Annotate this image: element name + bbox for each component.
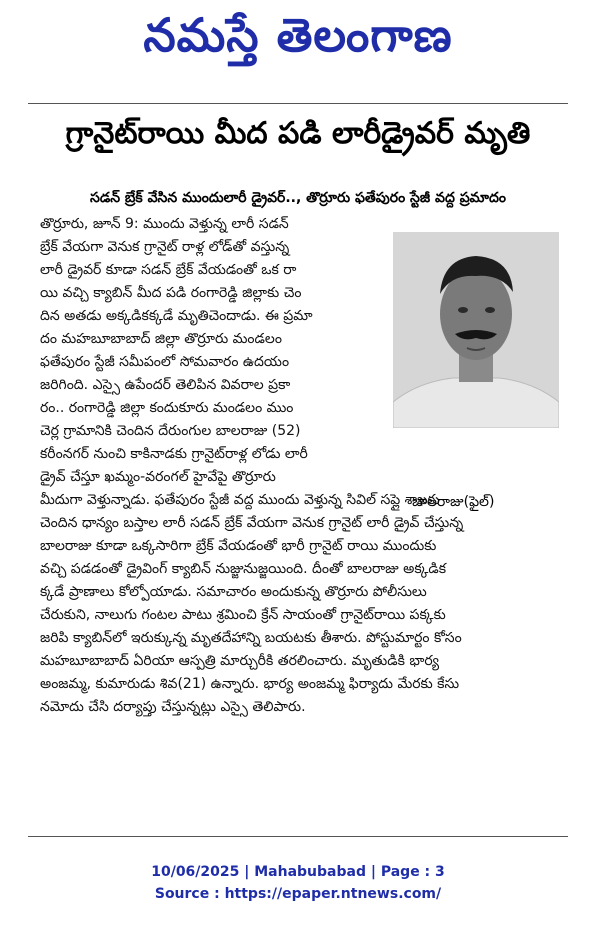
person-portrait-graphic bbox=[393, 232, 559, 428]
body-line: లారీ డ్రైవర్ కూడా సడన్ బ్రేక్ వేయడంతో ఒక రా bbox=[40, 262, 297, 278]
masthead-title: నమస్తే తెలంగాణ bbox=[143, 8, 453, 62]
body-line: దిన అతడు అక్కడికక్కడే మృతిచెందాడు. ఈ ప్రమా bbox=[40, 308, 313, 324]
person-photo bbox=[393, 232, 559, 428]
edition-info: 10/06/2025 | Mahabubabad | Page : 3 bbox=[151, 864, 445, 880]
body-line: బ్రేక్ వేయగా వెనుక గ్రానైట్ రాళ్ల లోడ్‌తో వస్తున్న bbox=[40, 239, 290, 255]
source-link[interactable]: Source : https://epaper.ntnews.com/ bbox=[154, 886, 442, 902]
photo-caption: బాలరాజు(ఫైల్) bbox=[412, 494, 495, 510]
body-line: చేరుకుని, నాలుగు గంటల పాటు శ్రమించి క్రేన్ సాయంతో గ్రానైట్‌రాయి పక్కకు bbox=[40, 607, 446, 623]
body-line: జరిగింది. ఎస్సై ఉపేందర్ తెలిపిన వివరాల ప్రకా bbox=[40, 377, 291, 393]
article-headline: గ్రానైట్‌రాయి మీద పడి లారీడ్రైవర్ మృతి bbox=[65, 116, 531, 151]
body-line: అంజమ్మ, కుమారుడు శివ(21) ఉన్నారు. భార్య అంజమ్మ ఫిర్యాదు మేరకు కేసు bbox=[40, 676, 460, 692]
body-line: చెర్ల గ్రామానికి చెందిన దేరుంగుల బాలరాజు (52) bbox=[40, 423, 301, 439]
body-line: చెందిన ధాన్యం బస్తాల లారీ సడన్ బ్రేక్ వేయగా వెనుక గ్రానైట్ లారీ డ్రైవ్ చేస్తున్న bbox=[40, 515, 464, 531]
body-line: దం మహబూబాబాద్ జిల్లా తొర్రూరు మండలం bbox=[40, 331, 282, 347]
body-line: ఫతేపురం స్టేజీ సమీపంలో సోమవారం ఉదయం bbox=[40, 354, 290, 370]
body-line: రం.. రంగారెడ్డి జిల్లా కందుకూరు మండలం ముం bbox=[40, 400, 294, 416]
body-line: కరీంనగర్ నుంచి కాకినాడకు గ్రానైట్‌రాళ్ల లోడు లారీ bbox=[40, 446, 308, 462]
newspaper-masthead bbox=[0, 0, 596, 74]
body-line: వచ్చి పడడంతో డ్రైవింగ్ క్యాబిన్ నుజ్జునుజ్జయింది. దీంతో బాలరాజు అక్కడిక bbox=[40, 561, 447, 577]
body-line: జరిపి క్యాబిన్‌లో ఇరుక్కున్న మృతదేహాన్ని బయటకు తీశారు. పోస్టుమార్టం కోసం bbox=[40, 630, 462, 646]
article-subheadline: సడన్ బ్రేక్ వేసిన ముందులారీ డ్రైవర్.., తొర్రూరు ఫతేపురం స్టేజీ వద్ద ప్రమాదం bbox=[90, 190, 506, 206]
body-line: డ్రైవ్ చేస్తూ ఖమ్మం-వరంగల్ హైవేపై తొర్రూరు bbox=[40, 469, 276, 485]
body-line: బాలరాజు కూడా ఒక్కసారిగా బ్రేక్ వేయడంతో భారీ గ్రానైట్ రాయి ముందుకు bbox=[40, 538, 437, 554]
bottom-divider bbox=[28, 836, 568, 837]
body-line: క్కడే ప్రాణాలు కోల్పోయాడు. సమాచారం అందుకున్న తొర్రూరు పోలీసులు bbox=[40, 584, 427, 600]
top-divider bbox=[28, 103, 568, 104]
body-line: మహబూబాబాద్ ఏరియా ఆస్పత్రి మార్చురీకి తరలించారు. మృతుడికి భార్య bbox=[40, 653, 440, 669]
body-line: నమోదు చేసి దర్యాప్తు చేస్తున్నట్లు ఎస్సై తెలిపారు. bbox=[40, 699, 306, 715]
body-line: మీదుగా వెళ్తున్నాడు. ఫతేపురం స్టేజీ వద్ద ముందు వెళ్తున్న సివిల్ సప్లై శాఖకు bbox=[40, 492, 440, 508]
body-line: తొర్రూరు, జూన్ 9: ముందు వెళ్తున్న లారీ సడన్ bbox=[40, 216, 289, 232]
body-line: యి వచ్చి క్యాబిన్ మీద పడి రంగారెడ్డి జిల్లాకు చెం bbox=[40, 285, 302, 301]
